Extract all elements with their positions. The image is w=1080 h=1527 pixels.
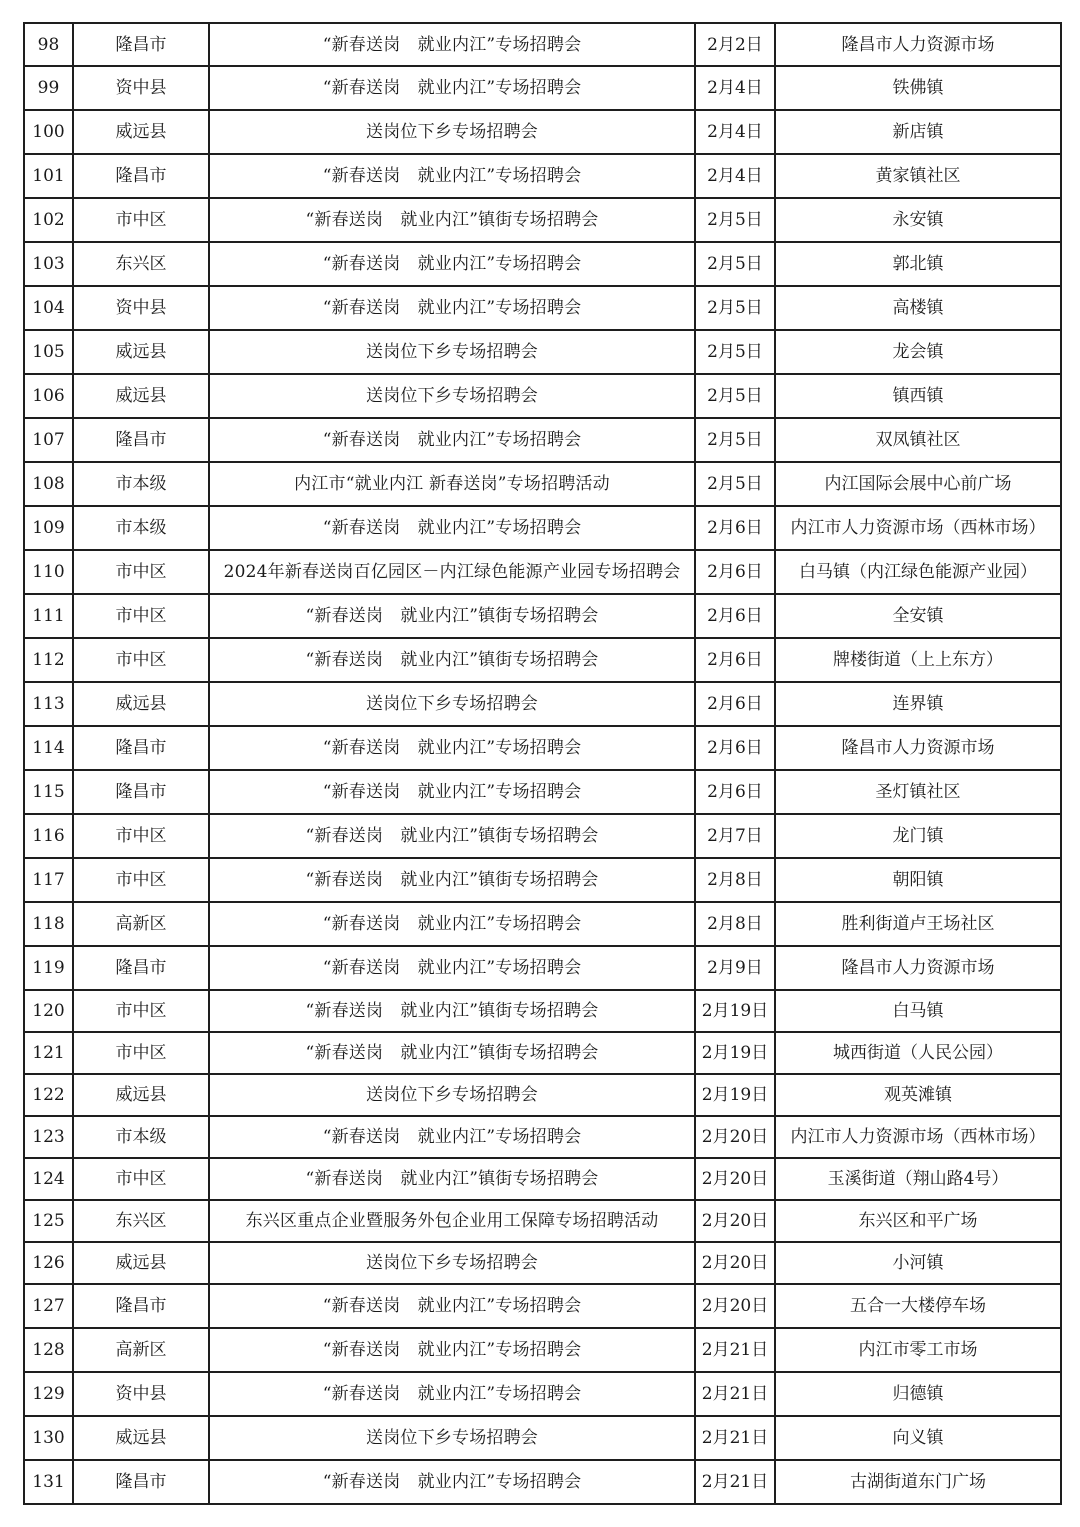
location-cell: 双凤镇社区 [775, 418, 1061, 462]
district-cell: 威远县 [73, 374, 209, 418]
event-name-cell: “新春送岗 就业内江”镇街专场招聘会 [209, 198, 695, 242]
table-row [24, 990, 1061, 1032]
event-name-cell: “新春送岗 就业内江”专场招聘会 [209, 902, 695, 946]
row-number: 119 [24, 946, 73, 990]
event-name-cell: 送岗位下乡专场招聘会 [209, 330, 695, 374]
district-cell: 市中区 [73, 1158, 209, 1200]
location-cell: 小河镇 [775, 1242, 1061, 1284]
date-cell: 2月5日 [695, 198, 775, 242]
table-row [24, 902, 1061, 946]
date-cell: 2月5日 [695, 330, 775, 374]
district-cell: 威远县 [73, 1416, 209, 1460]
row-number: 111 [24, 594, 73, 638]
location-cell: 玉溪街道（翔山路4号） [775, 1158, 1061, 1200]
date-cell: 2月2日 [695, 23, 775, 66]
date-cell: 2月6日 [695, 506, 775, 550]
row-number: 114 [24, 726, 73, 770]
table-body [24, 23, 1061, 1504]
district-cell: 隆昌市 [73, 946, 209, 990]
district-cell: 威远县 [73, 682, 209, 726]
event-name-cell: “新春送岗 就业内江”专场招聘会 [209, 1460, 695, 1504]
location-cell: 隆昌市人力资源市场 [775, 726, 1061, 770]
event-name-cell: “新春送岗 就业内江”专场招聘会 [209, 23, 695, 66]
location-cell: 古湖街道东门广场 [775, 1460, 1061, 1504]
location-cell: 内江国际会展中心前广场 [775, 462, 1061, 506]
event-name-cell: 送岗位下乡专场招聘会 [209, 1242, 695, 1284]
date-cell: 2月21日 [695, 1416, 775, 1460]
event-name-cell: “新春送岗 就业内江”专场招聘会 [209, 286, 695, 330]
table-row [24, 286, 1061, 330]
table-row [24, 1200, 1061, 1242]
table-row [24, 506, 1061, 550]
event-name-cell: “新春送岗 就业内江”专场招聘会 [209, 1116, 695, 1158]
event-name-cell: “新春送岗 就业内江”镇街专场招聘会 [209, 990, 695, 1032]
event-name-cell: “新春送岗 就业内江”镇街专场招聘会 [209, 814, 695, 858]
location-cell: 龙会镇 [775, 330, 1061, 374]
table-row [24, 1460, 1061, 1504]
date-cell: 2月6日 [695, 726, 775, 770]
event-name-cell: “新春送岗 就业内江”专场招聘会 [209, 154, 695, 198]
row-number: 131 [24, 1460, 73, 1504]
event-name-cell: “新春送岗 就业内江”专场招聘会 [209, 66, 695, 110]
event-name-cell: “新春送岗 就业内江”镇街专场招聘会 [209, 594, 695, 638]
row-number: 129 [24, 1372, 73, 1416]
location-cell: 高楼镇 [775, 286, 1061, 330]
location-cell: 朝阳镇 [775, 858, 1061, 902]
table-row [24, 1416, 1061, 1460]
district-cell: 东兴区 [73, 242, 209, 286]
date-cell: 2月4日 [695, 66, 775, 110]
district-cell: 高新区 [73, 1328, 209, 1372]
location-cell: 向义镇 [775, 1416, 1061, 1460]
row-number: 109 [24, 506, 73, 550]
date-cell: 2月8日 [695, 858, 775, 902]
event-name-cell: “新春送岗 就业内江”专场招聘会 [209, 506, 695, 550]
row-number: 100 [24, 110, 73, 154]
district-cell: 市本级 [73, 462, 209, 506]
district-cell: 市中区 [73, 1032, 209, 1074]
date-cell: 2月4日 [695, 154, 775, 198]
location-cell: 东兴区和平广场 [775, 1200, 1061, 1242]
row-number: 106 [24, 374, 73, 418]
row-number: 108 [24, 462, 73, 506]
row-number: 110 [24, 550, 73, 594]
district-cell: 市中区 [73, 858, 209, 902]
table-row [24, 1328, 1061, 1372]
row-number: 118 [24, 902, 73, 946]
event-name-cell: “新春送岗 就业内江”专场招聘会 [209, 1284, 695, 1328]
date-cell: 2月5日 [695, 418, 775, 462]
row-number: 117 [24, 858, 73, 902]
district-cell: 市中区 [73, 814, 209, 858]
table-row [24, 154, 1061, 198]
date-cell: 2月20日 [695, 1200, 775, 1242]
event-name-cell: “新春送岗 就业内江”专场招聘会 [209, 242, 695, 286]
event-name-cell: “新春送岗 就业内江”专场招聘会 [209, 770, 695, 814]
event-name-cell: 送岗位下乡专场招聘会 [209, 110, 695, 154]
table-row [24, 462, 1061, 506]
district-cell: 市中区 [73, 638, 209, 682]
location-cell: 新店镇 [775, 110, 1061, 154]
table-row [24, 682, 1061, 726]
district-cell: 市本级 [73, 506, 209, 550]
date-cell: 2月8日 [695, 902, 775, 946]
table-row [24, 770, 1061, 814]
district-cell: 市中区 [73, 550, 209, 594]
row-number: 105 [24, 330, 73, 374]
location-cell: 观英滩镇 [775, 1074, 1061, 1116]
date-cell: 2月21日 [695, 1372, 775, 1416]
location-cell: 镇西镇 [775, 374, 1061, 418]
district-cell: 隆昌市 [73, 154, 209, 198]
date-cell: 2月20日 [695, 1116, 775, 1158]
event-name-cell: 送岗位下乡专场招聘会 [209, 1074, 695, 1116]
date-cell: 2月5日 [695, 242, 775, 286]
row-number: 130 [24, 1416, 73, 1460]
event-name-cell: 2024年新春送岗百亿园区－内江绿色能源产业园专场招聘会 [209, 550, 695, 594]
row-number: 113 [24, 682, 73, 726]
date-cell: 2月5日 [695, 462, 775, 506]
location-cell: 归德镇 [775, 1372, 1061, 1416]
district-cell: 隆昌市 [73, 418, 209, 462]
row-number: 101 [24, 154, 73, 198]
row-number: 112 [24, 638, 73, 682]
table-row [24, 1158, 1061, 1200]
location-cell: 隆昌市人力资源市场 [775, 23, 1061, 66]
date-cell: 2月6日 [695, 638, 775, 682]
location-cell: 城西街道（人民公园） [775, 1032, 1061, 1074]
district-cell: 市中区 [73, 198, 209, 242]
date-cell: 2月6日 [695, 550, 775, 594]
table-row [24, 1372, 1061, 1416]
district-cell: 隆昌市 [73, 23, 209, 66]
table-row [24, 110, 1061, 154]
district-cell: 隆昌市 [73, 1460, 209, 1504]
date-cell: 2月19日 [695, 1032, 775, 1074]
table-row [24, 550, 1061, 594]
district-cell: 市中区 [73, 594, 209, 638]
table-row [24, 23, 1061, 66]
row-number: 127 [24, 1284, 73, 1328]
event-name-cell: 东兴区重点企业暨服务外包企业用工保障专场招聘活动 [209, 1200, 695, 1242]
table-row [24, 374, 1061, 418]
table-row [24, 638, 1061, 682]
date-cell: 2月21日 [695, 1460, 775, 1504]
date-cell: 2月6日 [695, 682, 775, 726]
row-number: 103 [24, 242, 73, 286]
location-cell: 铁佛镇 [775, 66, 1061, 110]
row-number: 128 [24, 1328, 73, 1372]
row-number: 122 [24, 1074, 73, 1116]
row-number: 99 [24, 66, 73, 110]
event-name-cell: “新春送岗 就业内江”专场招聘会 [209, 726, 695, 770]
location-cell: 牌楼街道（上上东方） [775, 638, 1061, 682]
event-name-cell: “新春送岗 就业内江”镇街专场招聘会 [209, 858, 695, 902]
location-cell: 连界镇 [775, 682, 1061, 726]
table-row [24, 946, 1061, 990]
row-number: 116 [24, 814, 73, 858]
location-cell: 五合一大楼停车场 [775, 1284, 1061, 1328]
date-cell: 2月20日 [695, 1284, 775, 1328]
location-cell: 白马镇 [775, 990, 1061, 1032]
event-name-cell: “新春送岗 就业内江”镇街专场招聘会 [209, 1032, 695, 1074]
table-row [24, 418, 1061, 462]
location-cell: 龙门镇 [775, 814, 1061, 858]
location-cell: 永安镇 [775, 198, 1061, 242]
date-cell: 2月6日 [695, 594, 775, 638]
district-cell: 隆昌市 [73, 1284, 209, 1328]
table-row [24, 1284, 1061, 1328]
district-cell: 东兴区 [73, 1200, 209, 1242]
location-cell: 胜利街道卢王场社区 [775, 902, 1061, 946]
district-cell: 隆昌市 [73, 726, 209, 770]
date-cell: 2月20日 [695, 1158, 775, 1200]
district-cell: 市中区 [73, 990, 209, 1032]
date-cell: 2月5日 [695, 374, 775, 418]
date-cell: 2月5日 [695, 286, 775, 330]
district-cell: 资中县 [73, 286, 209, 330]
table-row [24, 594, 1061, 638]
event-name-cell: 内江市“就业内江 新春送岗”专场招聘活动 [209, 462, 695, 506]
location-cell: 内江市零工市场 [775, 1328, 1061, 1372]
table-row [24, 1074, 1061, 1116]
row-number: 107 [24, 418, 73, 462]
district-cell: 威远县 [73, 1242, 209, 1284]
district-cell: 威远县 [73, 1074, 209, 1116]
district-cell: 市本级 [73, 1116, 209, 1158]
location-cell: 郭北镇 [775, 242, 1061, 286]
table-row [24, 1242, 1061, 1284]
row-number: 102 [24, 198, 73, 242]
table-row [24, 242, 1061, 286]
event-name-cell: “新春送岗 就业内江”镇街专场招聘会 [209, 1158, 695, 1200]
row-number: 104 [24, 286, 73, 330]
district-cell: 资中县 [73, 1372, 209, 1416]
table-row [24, 1116, 1061, 1158]
date-cell: 2月21日 [695, 1328, 775, 1372]
district-cell: 威远县 [73, 110, 209, 154]
date-cell: 2月19日 [695, 990, 775, 1032]
row-number: 126 [24, 1242, 73, 1284]
location-cell: 黄家镇社区 [775, 154, 1061, 198]
event-name-cell: 送岗位下乡专场招聘会 [209, 682, 695, 726]
event-name-cell: 送岗位下乡专场招聘会 [209, 1416, 695, 1460]
row-number: 124 [24, 1158, 73, 1200]
table-row [24, 66, 1061, 110]
row-number: 121 [24, 1032, 73, 1074]
row-number: 120 [24, 990, 73, 1032]
event-name-cell: “新春送岗 就业内江”专场招聘会 [209, 418, 695, 462]
location-cell: 内江市人力资源市场（西林市场） [775, 1116, 1061, 1158]
event-name-cell: “新春送岗 就业内江”专场招聘会 [209, 1372, 695, 1416]
table-row [24, 814, 1061, 858]
row-number: 115 [24, 770, 73, 814]
location-cell: 内江市人力资源市场（西林市场） [775, 506, 1061, 550]
row-number: 125 [24, 1200, 73, 1242]
location-cell: 白马镇（内江绿色能源产业园） [775, 550, 1061, 594]
table-row [24, 330, 1061, 374]
location-cell: 隆昌市人力资源市场 [775, 946, 1061, 990]
location-cell: 全安镇 [775, 594, 1061, 638]
row-number: 123 [24, 1116, 73, 1158]
table-row [24, 858, 1061, 902]
date-cell: 2月7日 [695, 814, 775, 858]
district-cell: 高新区 [73, 902, 209, 946]
date-cell: 2月6日 [695, 770, 775, 814]
table-row [24, 726, 1061, 770]
district-cell: 威远县 [73, 330, 209, 374]
row-number: 98 [24, 23, 73, 66]
event-name-cell: “新春送岗 就业内江”镇街专场招聘会 [209, 638, 695, 682]
job-fair-schedule-table [23, 22, 1062, 1505]
table-row [24, 198, 1061, 242]
event-name-cell: “新春送岗 就业内江”专场招聘会 [209, 946, 695, 990]
date-cell: 2月20日 [695, 1242, 775, 1284]
date-cell: 2月9日 [695, 946, 775, 990]
table-row [24, 1032, 1061, 1074]
date-cell: 2月4日 [695, 110, 775, 154]
event-name-cell: 送岗位下乡专场招聘会 [209, 374, 695, 418]
location-cell: 圣灯镇社区 [775, 770, 1061, 814]
date-cell: 2月19日 [695, 1074, 775, 1116]
event-name-cell: “新春送岗 就业内江”专场招聘会 [209, 1328, 695, 1372]
district-cell: 资中县 [73, 66, 209, 110]
district-cell: 隆昌市 [73, 770, 209, 814]
